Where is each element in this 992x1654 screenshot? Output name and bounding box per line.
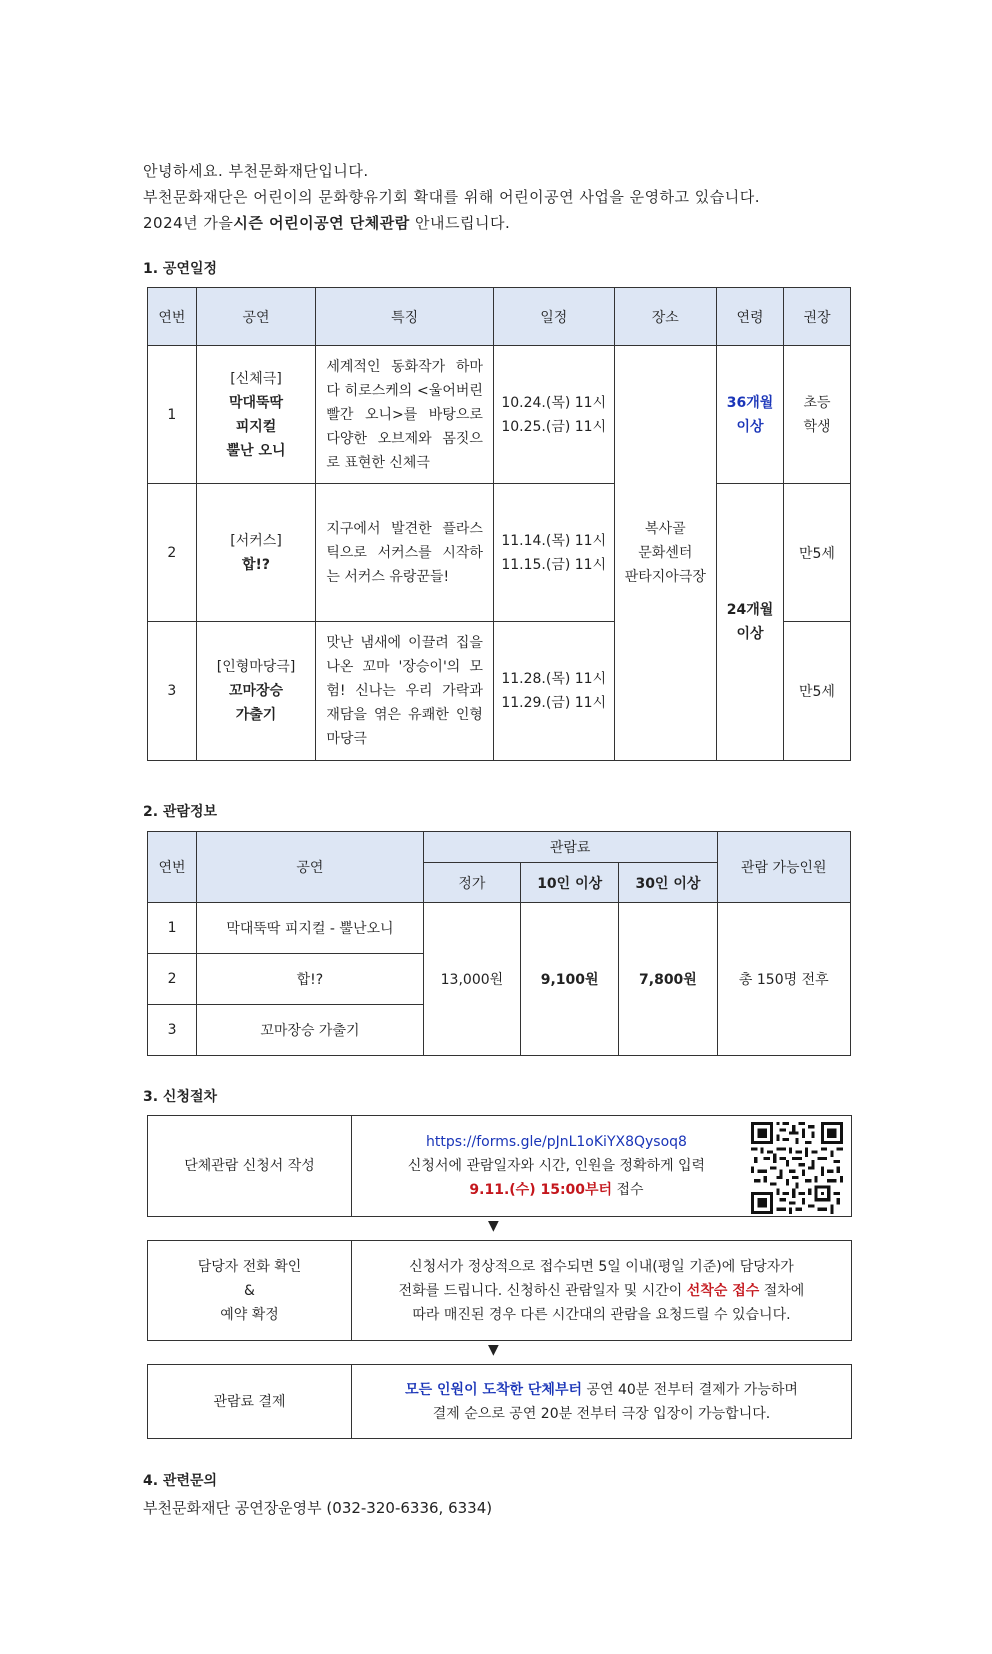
show-title: 합!? [242, 556, 271, 573]
age-line: 이상 [736, 626, 764, 642]
step-2-line-part: 절차에 [759, 1282, 805, 1299]
table-row [148, 346, 851, 484]
section-3-title: 3. 신청절차 [143, 1089, 218, 1105]
table-row [148, 484, 851, 622]
row-recommend: 만5세 [783, 484, 850, 622]
step-1-instruction: 신청서에 관람일자와 시간, 인원을 정확하게 입력 [407, 1158, 706, 1174]
regular-price: 13,000원 [423, 903, 520, 1056]
venue-line: 판타지아극장 [624, 569, 706, 585]
row-recommend [783, 346, 850, 484]
header-recommend: 권장 [783, 288, 850, 346]
header-regular: 정가 [423, 863, 520, 903]
header-10: 10인 이상 [521, 863, 619, 903]
date-line: 11.28.(목) 11시 [501, 671, 607, 687]
row-no: 2 [148, 954, 197, 1005]
row-show: 막대뚝딱 피지컬 - 뿔난오니 [197, 903, 424, 954]
show-genre: [신체극] [230, 370, 282, 387]
step-1-date-line [408, 1178, 705, 1202]
step-1-body [352, 1116, 851, 1216]
step-2-line: 신청서가 정상적으로 접수되면 5일 이내(평일 기준)에 담당자가 [409, 1258, 794, 1275]
show-title: 뿔난 오니 [226, 442, 286, 459]
step-1-suffix: 접수 [612, 1182, 644, 1198]
price-10: 9,100원 [521, 903, 619, 1056]
contact-info: 부천문화재단 공연장운영부 (032-320-6336, 6334) [143, 1499, 493, 1517]
header-capacity: 관람 가능인원 [717, 832, 850, 903]
recommend-line: 학생 [803, 418, 831, 435]
step-3-text [405, 1378, 798, 1426]
row-no: 2 [148, 484, 197, 622]
step-1-text [408, 1130, 705, 1202]
schedule-table [147, 287, 851, 761]
step-3-line [405, 1378, 798, 1402]
row-show: 꼬마장승 가출기 [197, 1005, 424, 1056]
intro-line-3-bold: 시즌 어린이공연 단체관람 [233, 214, 410, 232]
section-1-title: 1. 공연일정 [143, 261, 218, 277]
qr-code-icon[interactable] [751, 1122, 843, 1214]
step-3-box [147, 1364, 852, 1439]
table-row [148, 903, 851, 954]
row-show [196, 346, 316, 484]
step-2-label-line: 예약 확정 [220, 1306, 279, 1323]
step-3-line-part: 공연 40분 전부터 결제가 가능하며 [582, 1381, 798, 1398]
section-2-title: 2. 관람정보 [143, 804, 218, 820]
venue-line: 문화센터 [638, 545, 693, 561]
date-line: 11.14.(목) 11시 [501, 532, 607, 549]
age-line: 36개월 [726, 394, 774, 411]
step-2-text [399, 1255, 805, 1327]
header-fee: 관람료 [423, 832, 717, 863]
step-2-label-line: & [244, 1282, 255, 1299]
intro-line-3 [143, 210, 760, 236]
header-desc: 특징 [316, 288, 494, 346]
header-no: 연번 [148, 832, 197, 903]
show-genre: [서커스] [230, 532, 282, 549]
row-desc: 맛난 냄새에 이끌려 집을 나온 꼬마 '장승이'의 모험! 신나는 우리 가락과 재담을 엮은 유쾌한 인형마당극 [316, 622, 494, 761]
row-no: 1 [148, 903, 197, 954]
row-no: 1 [148, 346, 197, 484]
header-venue: 장소 [614, 288, 716, 346]
arrow-down-icon: ▼ [488, 1342, 499, 1358]
intro-line-3-post: 안내드립니다. [409, 214, 511, 232]
row-no: 3 [148, 1005, 197, 1056]
show-title: 막대뚝딱 [228, 394, 284, 411]
header-age: 연령 [717, 288, 784, 346]
step-2-line-part: 전화를 드립니다. 신청하신 관람일자 및 시간이 [398, 1282, 687, 1299]
row-desc: 세계적인 동화작가 하마다 히로스케의 <울어버린 빨간 오니>를 바탕으로 다양한 오브제와 몸짓으로 표현한 신체극 [316, 346, 494, 484]
venue-cell [614, 346, 716, 761]
header-show: 공연 [196, 288, 316, 346]
date-line: 10.24.(목) 11시 [501, 394, 607, 411]
section-4-title: 4. 관련문의 [143, 1473, 218, 1489]
recommend-line: 초등 [803, 394, 831, 411]
row-desc: 지구에서 발견한 플라스틱으로 서커스를 시작하는 서커스 유랑꾼들! [316, 484, 494, 622]
show-genre: [인형마당극] [216, 659, 296, 675]
step-2-body [352, 1241, 851, 1340]
age-line: 24개월 [726, 602, 774, 618]
row-age [717, 346, 784, 484]
row-show: 합!? [197, 954, 424, 1005]
row-date [493, 622, 614, 761]
date-line: 11.29.(금) 11시 [501, 695, 607, 711]
row-date [493, 346, 614, 484]
step-3-label: 관람료 결제 [148, 1365, 352, 1438]
form-link[interactable]: https://forms.gle/pJnL1oKiYX8Qysoq8 [426, 1134, 687, 1150]
step-2-label [148, 1241, 352, 1340]
venue-line: 복사골 [645, 521, 686, 537]
step-2-line: 따라 매진된 경우 다른 시간대의 관람을 요청드릴 수 있습니다. [412, 1306, 791, 1323]
intro-line-3-pre: 2024년 가을 [143, 214, 234, 232]
admission-table [147, 831, 851, 1056]
row-date [493, 484, 614, 622]
header-show: 공연 [197, 832, 424, 903]
intro-line-1: 안녕하세요. 부천문화재단입니다. [143, 162, 369, 180]
step-2-box [147, 1240, 852, 1341]
step-1-box [147, 1115, 852, 1217]
arrival-notice: 모든 인원이 도착한 단체부터 [405, 1381, 583, 1398]
step-1-date: 9.11.(수) 15:00부터 [469, 1182, 613, 1198]
age-line: 이상 [736, 418, 764, 435]
first-come-notice: 선착순 접수 [686, 1282, 760, 1299]
header-30: 30인 이상 [619, 863, 717, 903]
row-show [196, 622, 316, 761]
step-3-body [352, 1365, 851, 1438]
capacity: 총 150명 전후 [717, 903, 850, 1056]
header-date: 일정 [493, 288, 614, 346]
intro-line-2: 부천문화재단은 어린이의 문화향유기회 확대를 위해 어린이공연 사업을 운영하고 있습니다. [143, 188, 761, 206]
step-1-label: 단체관람 신청서 작성 [148, 1116, 352, 1216]
date-line: 11.15.(금) 11시 [501, 556, 607, 573]
step-3-line: 결제 순으로 공연 20분 전부터 극장 입장이 가능합니다. [432, 1405, 771, 1422]
show-title: 꼬마장승 [228, 683, 284, 699]
arrow-down-icon: ▼ [488, 1218, 499, 1234]
admission-header-row [148, 832, 851, 863]
step-2-label-line: 담당자 전화 확인 [197, 1258, 302, 1275]
schedule-header-row [148, 288, 851, 346]
row-recommend: 만5세 [783, 622, 850, 761]
row-no: 3 [148, 622, 197, 761]
show-title: 가출기 [235, 707, 277, 723]
step-2-line [399, 1279, 805, 1303]
intro-text [143, 158, 760, 236]
date-line: 10.25.(금) 11시 [501, 418, 607, 435]
header-no: 연번 [148, 288, 197, 346]
price-30: 7,800원 [619, 903, 717, 1056]
row-show [196, 484, 316, 622]
row-age-merged [717, 484, 784, 761]
show-title: 피지컬 [235, 418, 277, 435]
